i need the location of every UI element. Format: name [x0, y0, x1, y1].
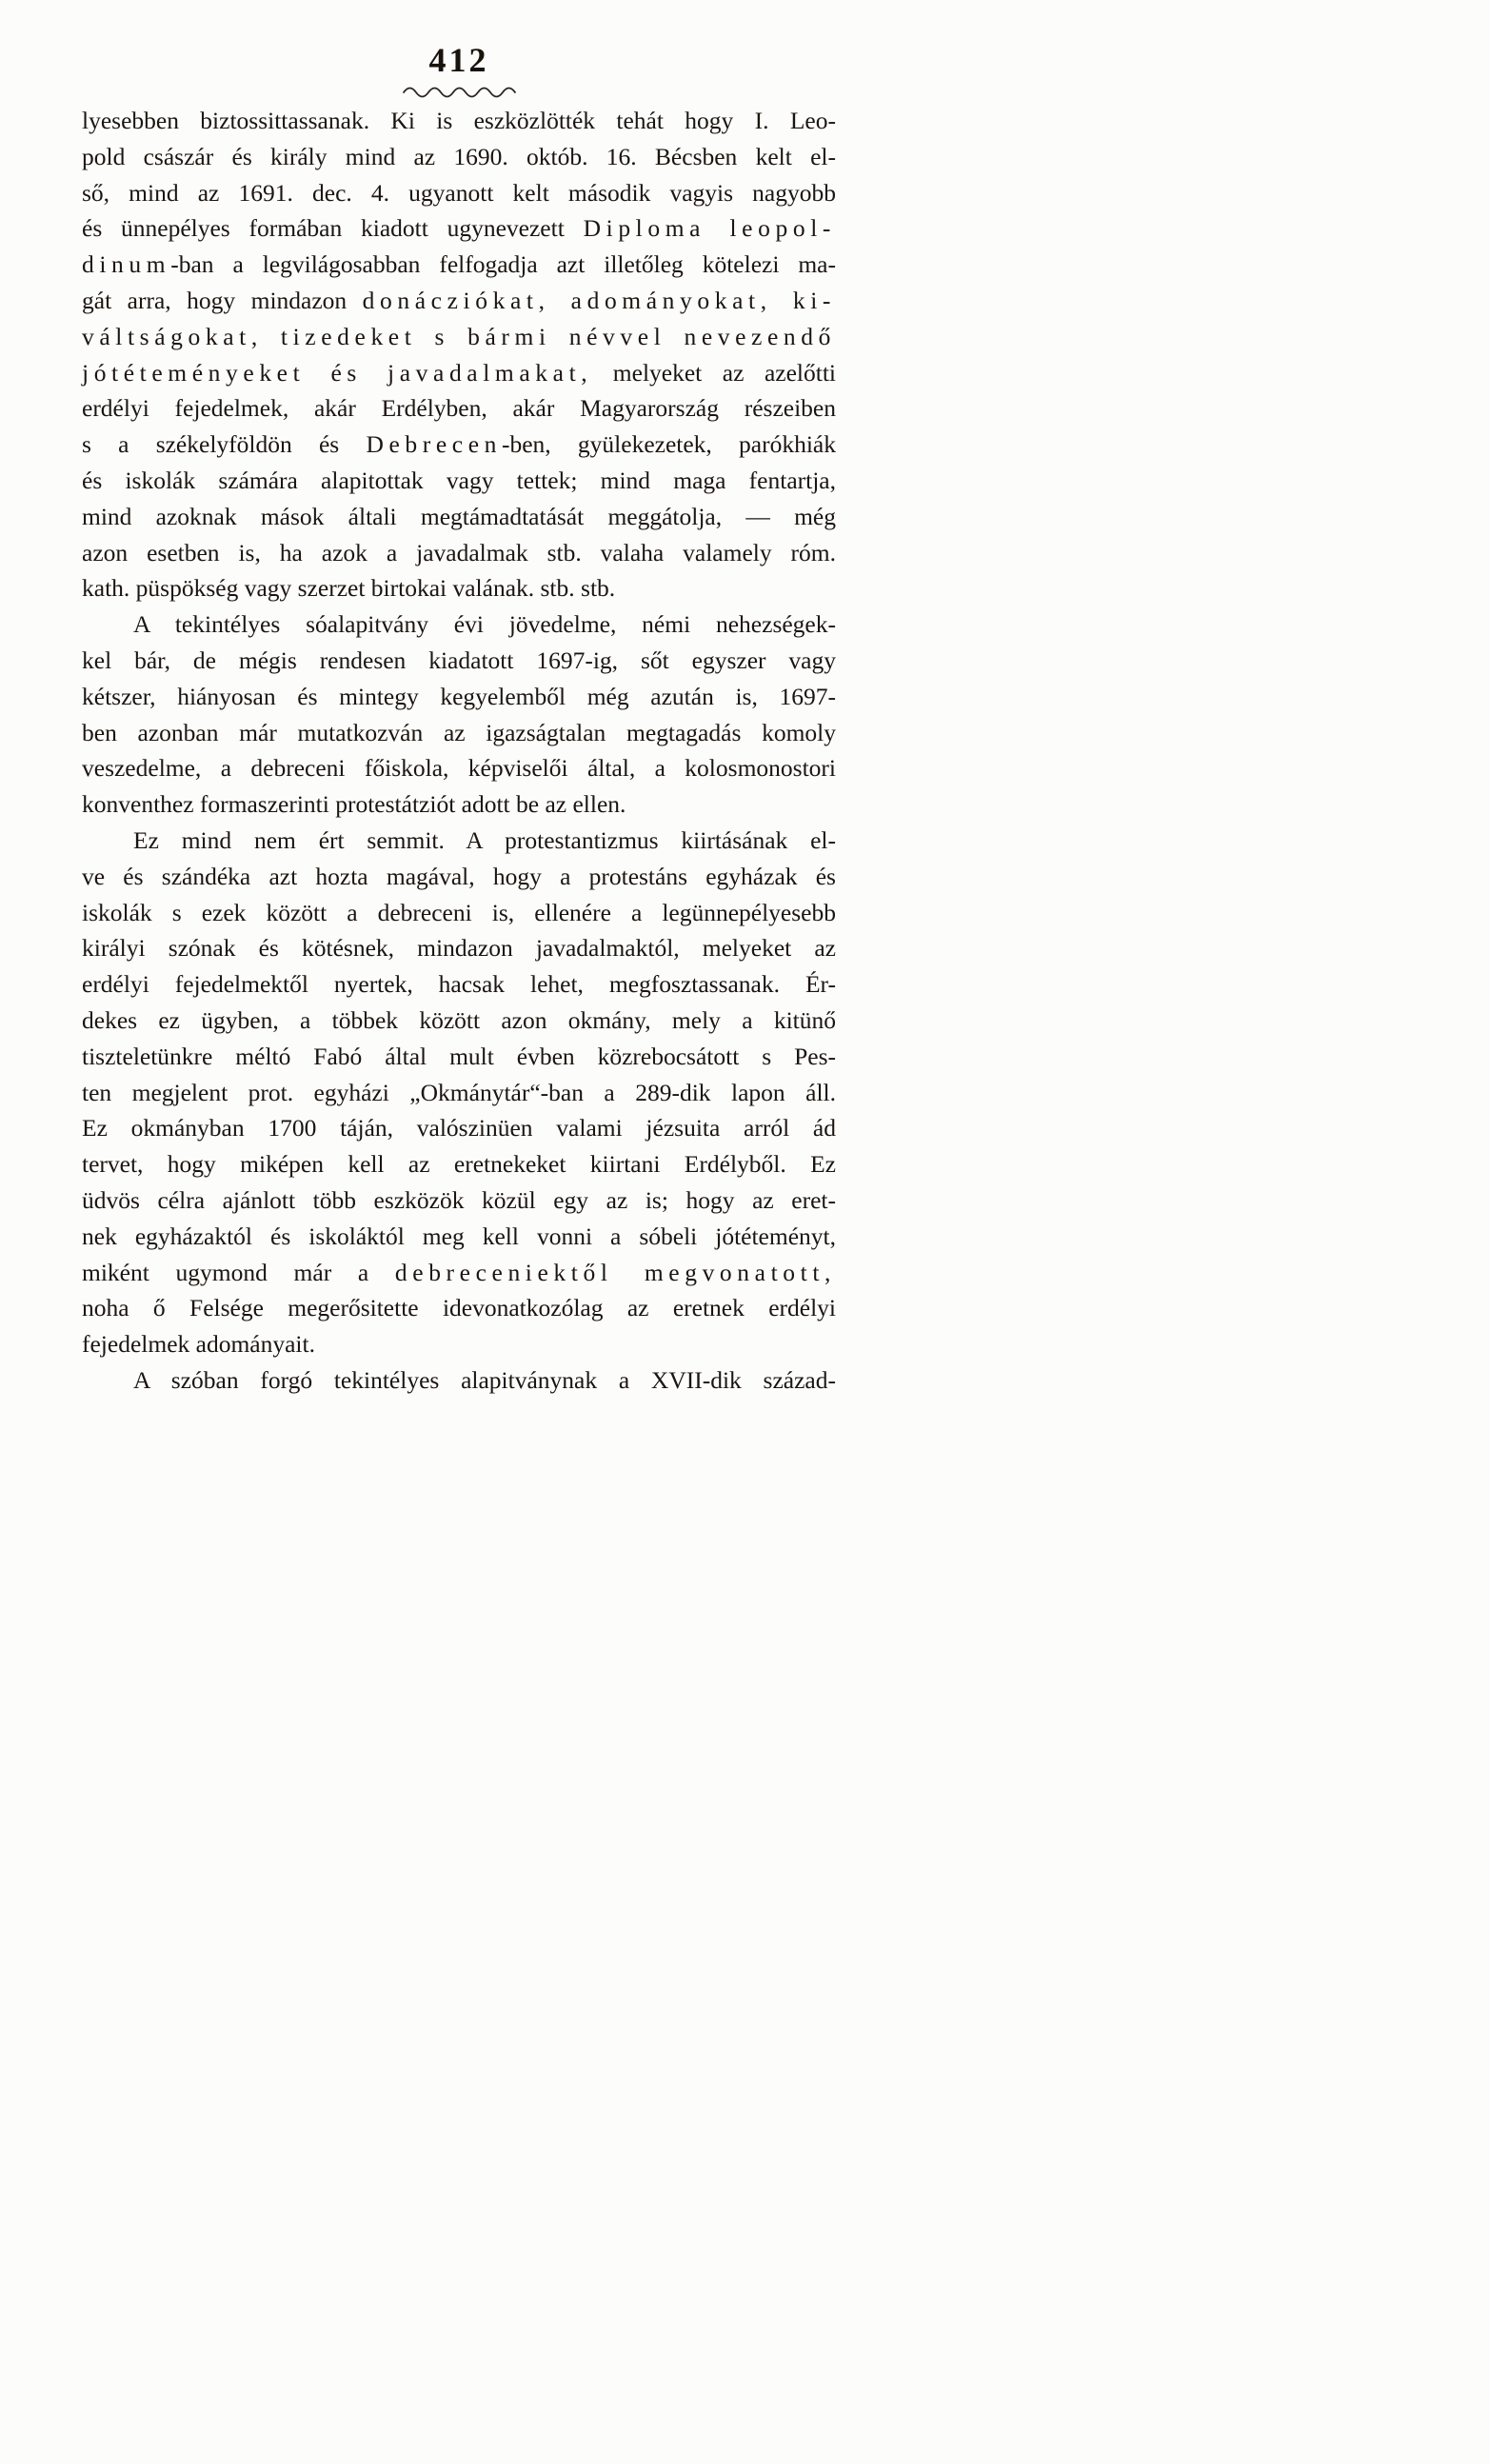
- text-block: [82, 103, 836, 1399]
- text-line: [82, 930, 836, 966]
- letterspaced-text: dinum: [82, 250, 171, 279]
- text-run: mind azoknak mások általi megtámadtatását meggátolja, — még: [82, 502, 836, 530]
- text-line: [82, 643, 836, 679]
- letterspaced-text: Debrecen: [366, 430, 502, 459]
- text-line: [82, 1219, 836, 1255]
- text-run: ső, mind az 1691. dec. 4. ugyanott kelt második vagyis nagyobb: [82, 178, 836, 207]
- text-line: [82, 427, 836, 463]
- text-run: -ban a legvilágosabban felfogadja azt illetőleg kötelezi ma-: [170, 250, 836, 279]
- text-run: királyi szónak és kötésnek, mindazon javadalmaktól, melyeket az: [82, 934, 836, 963]
- text-line: [82, 139, 836, 175]
- text-line: [82, 715, 836, 751]
- text-line: [82, 247, 836, 283]
- text-run: ben azonban már mutatkozván az igazságtalan megtagadás komoly: [82, 718, 836, 746]
- text-run: erdélyi fejedelmek, akár Erdélyben, akár Magyarország részeiben: [82, 394, 836, 423]
- text-run: azon esetben is, ha azok a javadalmak stb. valaha valamely róm.: [82, 538, 836, 566]
- text-run: fejedelmek adományait.: [82, 1330, 315, 1359]
- text-line: [82, 1182, 836, 1219]
- text-run: kath. püspökség vagy szerzet birtokai valának. stb. stb.: [82, 574, 616, 603]
- text-run: erdélyi fejedelmektől nyertek, hacsak lehet, megfosztassanak. Ér-: [82, 970, 836, 999]
- text-line: [82, 1290, 836, 1326]
- text-run: tiszteletünkre méltó Fabó által mult évben közrebocsátott s Pes-: [82, 1042, 836, 1070]
- letterspaced-text: Diploma leopol-: [583, 214, 836, 243]
- text-line: [82, 1003, 836, 1039]
- text-line: [82, 1326, 836, 1362]
- text-run: noha ő Felsége megerősitette idevonatkozólag az eretnek erdélyi: [82, 1294, 836, 1322]
- text-line: [82, 175, 836, 211]
- text-line: [82, 859, 836, 895]
- text-run: tervet, hogy miképen kell az eretnekeket kiirtani Erdélyből. Ez: [82, 1150, 836, 1179]
- text-line: [82, 319, 836, 355]
- text-line: [82, 103, 836, 139]
- text-run: gát arra, hogy mindazon: [82, 286, 363, 314]
- text-run: melyeket az azelőtti: [592, 358, 836, 387]
- text-run: dekes ez ügyben, a többek között azon okmány, mely a kitünő: [82, 1005, 836, 1034]
- text-line: [82, 499, 836, 535]
- text-run: kel bár, de mégis rendesen kiadatott 1697-ig, sőt egyszer vagy: [82, 646, 836, 674]
- text-run: ten megjelent prot. egyházi „Okmánytár“-ban a 289-dik lapon áll.: [82, 1078, 836, 1106]
- text-run: üdvös célra ajánlott több eszközök közül egy az is; hogy az eret-: [82, 1185, 836, 1214]
- text-run: kétszer, hiányosan és mintegy kegyelemből még azután is, 1697-: [82, 682, 836, 710]
- text-line: [82, 1255, 836, 1291]
- letterspaced-text: donácziókat, adományokat, ki-: [362, 286, 836, 314]
- text-line: [82, 535, 836, 571]
- text-line: [82, 823, 836, 859]
- text-run: miként ugymond már a: [82, 1258, 395, 1286]
- text-run: Ez okmányban 1700 táján, valószinüen valami jézsuita arról ád: [82, 1114, 836, 1143]
- text-run: A szóban forgó tekintélyes alapitványnak a XVII-dik század-: [133, 1365, 836, 1394]
- text-line: [82, 283, 836, 319]
- text-run: A tekintélyes sóalapitvány évi jövedelme, némi nehezségek-: [133, 610, 836, 639]
- text-run: lyesebben biztossittassanak. Ki is eszközlötték tehát hogy I. Leo-: [82, 107, 836, 134]
- text-line: [82, 1039, 836, 1075]
- text-line: [82, 966, 836, 1003]
- text-run: s a székelyföldön és: [82, 430, 367, 459]
- text-line: [82, 1146, 836, 1182]
- text-line: [82, 355, 836, 391]
- text-run: iskolák s ezek között a debreceni is, ellenére a legünnepélyesebb: [82, 898, 836, 926]
- text-line: [82, 1362, 836, 1399]
- letterspaced-text: debreceniektől megvonatott,: [394, 1258, 837, 1286]
- text-run: ve és szándéka azt hozta magával, hogy a protestáns egyházak és: [82, 862, 836, 890]
- text-run: Ez mind nem ért semmit. A protestantizmus kiirtásának el-: [133, 825, 836, 854]
- text-line: [82, 463, 836, 499]
- text-line: [82, 606, 836, 643]
- text-line: [82, 1110, 836, 1146]
- text-run: nek egyházaktól és iskoláktól meg kell vonni a sóbeli jótéteményt,: [82, 1222, 836, 1250]
- text-line: [82, 210, 836, 247]
- text-run: konventhez formaszerinti protestátziót adott be az ellen.: [82, 790, 626, 819]
- letterspaced-text: váltságokat, tizedeket s bármi névvel nevezendő: [82, 322, 836, 350]
- page-number: 412: [428, 41, 489, 79]
- text-line: [82, 679, 836, 715]
- text-line: [82, 390, 836, 427]
- text-line: [82, 1075, 836, 1111]
- letterspaced-text: jótéteményeket és javadalmakat,: [82, 358, 593, 387]
- text-run: és ünnepélyes formában kiadott ugynevezett: [82, 214, 584, 243]
- wavy-rule-ornament: [402, 82, 518, 99]
- text-run: és iskolák számára alapitottak vagy tettek; mind maga fentartja,: [82, 466, 836, 494]
- text-run: -ben, gyülekezetek, parókhiák: [502, 430, 836, 459]
- text-run: pold császár és király mind az 1690. októb. 16. Bécsben kelt el-: [82, 142, 836, 170]
- text-run: veszedelme, a debreceni főiskola, képviselői által, a kolosmonostori: [82, 754, 836, 783]
- text-line: [82, 895, 836, 931]
- text-line: [82, 570, 836, 606]
- text-line: [82, 786, 836, 823]
- text-line: [82, 750, 836, 786]
